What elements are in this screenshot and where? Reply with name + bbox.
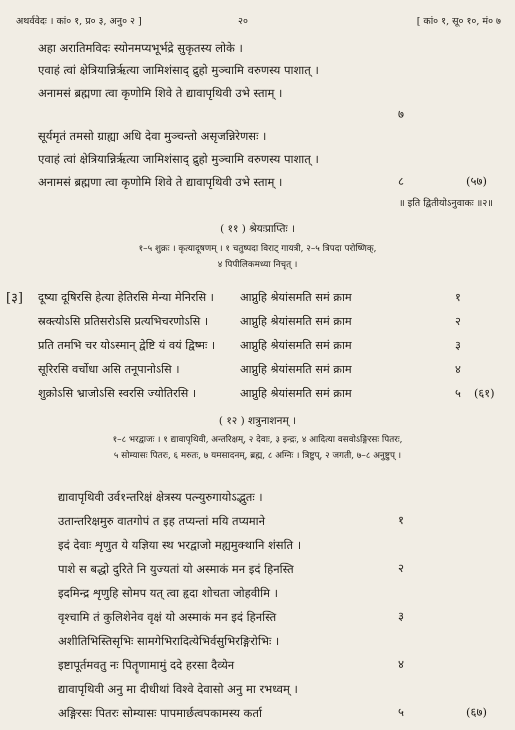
verse-number: ४ [398,657,404,671]
mantra-refrain: आप्नुहि श्रेयांसमति समं क्राम [240,339,352,352]
verse-line: द्यावापृथिवी उर्व१न्तरिक्षं क्षेत्रस्य पत्न्युरुगायोऽद्भुतः । [58,490,263,504]
verse-line: अनामसं ब्रह्मणा त्वा कृणोमि शिवे ते द्यावापृथिवी उभे स्ताम् । [38,86,283,100]
anuvaka-end-marker: ॥ इति द्वितीयोऽनुवाकः ॥२॥ [398,198,493,209]
verse-line: इदं देवाः शृणुत ये यज्ञिया स्थ भरद्वाजो मह्यमुक्थानि शंसति । [58,538,302,552]
verse-number: ८ [398,174,404,188]
sukta-title: ( १२ ) शत्रुनाशनम् । [218,415,297,427]
verse-number: १ [455,291,461,304]
verse-line: अहा अरातिमविदः स्योनमप्यभूर्भद्रे सुकृतस्य लोके । [38,41,243,55]
sukta-metadata: १–८ भरद्वाजः । १ द्यावापृथिवी, अन्तरिक्षम्, २ देवाः, ३ इन्द्रः, ४ आदित्या वसवोऽङ्गिरसः पितरः, [112,435,403,445]
running-header-left: अथर्ववेदः । कां० १, प्र० ३, अनु० २ ] [16,16,142,27]
sukta-metadata: ५ सोम्यासः पितरः, ६ मरुतः, ७ यमसादनम्, ब्रह्म, ८ अग्निः । त्रिष्टुप्, २ जगती, ७–८ अनुष्टुप् । [113,451,402,461]
verse-line: सूर्यमृतं तमसो ग्राह्या अधि देवा मुञ्चन्तो असृजन्निरेणसः । [38,129,267,143]
verse-number: १ [398,513,404,527]
verse-line: अङ्गिरसः पितरः सोम्यासः पापमार्छत्वपकामस्य कर्ता [58,706,262,720]
mantra-refrain: आप्नुहि श्रेयांसमति समं क्राम [240,291,352,304]
verse-number: २ [398,561,404,575]
verse-line: अनामसं ब्रह्मणा त्वा कृणोमि शिवे ते द्यावापृथिवी उभे स्ताम् । [38,175,283,189]
mantra-first-half: प्रति तमभि चर योऽस्मान् द्वेष्टि यं वयं द्विष्मः । [38,339,216,352]
verse-line: वृश्चामि तं कुलिशेनेव वृक्षं यो अस्माकं मन इदं हिनस्ति [58,610,277,624]
verse-number: ५ [398,705,404,719]
verse-number: ७ [398,107,404,121]
verse-line: एवाहं त्वां क्षेत्रियान्निर्ऋत्या जामिशंसाद् द्रुहो मुञ्चामि वरुणस्य पाशात् । [38,63,319,77]
page-number: २० [238,16,248,27]
verse-line: द्यावापृथिवी अनु मा दीधीथां विश्वे देवासो अनु मा रभध्वम् । [58,682,298,696]
verse-number: ३ [398,609,404,623]
verse-number: ५ [455,387,461,400]
anuvaka-marker: [३] [6,291,23,306]
sukta-metadata: १–५ शुक्रः । कृत्यादूषणम् । १ चतुष्पदा विराट् गायत्री, २–५ त्रिपदा परोष्णिक्, [138,244,377,254]
verse-line: अशीतिभिस्तिसृभिः सामगेभिरादित्येभिर्वसुभिरङ्गिरोभिः । [58,634,280,648]
mantra-refrain: आप्नुहि श्रेयांसमति समं क्राम [240,363,352,376]
running-header-right: [ कां० १, सू० १०, मं० ७ [416,16,501,27]
verse-line: इदमिन्द्र शृणुहि सोमप यत् त्वा हृदा शोचता जोहवीमि । [58,586,278,600]
verse-line: एवाहं त्वां क्षेत्रियान्निर्ऋत्या जामिशंसाद् द्रुहो मुञ्चामि वरुणस्य पाशात् । [38,152,319,166]
cumulative-verse-count: (६१) [474,387,495,400]
mantra-first-half: स्रक्त्योऽसि प्रतिसरोऽसि प्रत्यभिचरणोऽसि । [38,315,209,328]
mantra-refrain: आप्नुहि श्रेयांसमति समं क्राम [240,387,352,400]
verse-line: पाशे स बद्धो दुरिते नि युज्यतां यो अस्माकं मन इदं हिनस्ति [58,562,294,576]
mantra-refrain: आप्नुहि श्रेयांसमति समं क्राम [240,315,352,328]
verse-line: इष्टापूर्तमवतु नः पितॄणामामुं ददे हरसा दैव्येन [58,658,235,672]
mantra-first-half: दूष्या दूषिरसि हेत्या हेतिरसि मेन्या मेनिरसि । [38,291,214,304]
cumulative-verse-count: (५७) [466,174,487,188]
verse-number: ४ [455,363,461,376]
verse-number: ३ [455,339,461,352]
mantra-first-half: सूरिरसि वर्चोधा असि तनूपानोऽसि । [38,363,180,376]
verse-number: २ [455,315,461,328]
sukta-title: ( ११ ) श्रेयःप्राप्तिः । [220,223,295,235]
sukta-metadata: ४ पिपीलिकमध्या निचृत् । [217,260,298,270]
verse-line: उतान्तरिक्षमुरु वातगोपं त इह तप्यन्तां मयि तप्यमाने [58,514,265,528]
mantra-first-half: शुक्रोऽसि भ्राजोऽसि स्वरसि ज्योतिरसि । [38,387,197,400]
cumulative-verse-count: (६७) [466,705,487,719]
